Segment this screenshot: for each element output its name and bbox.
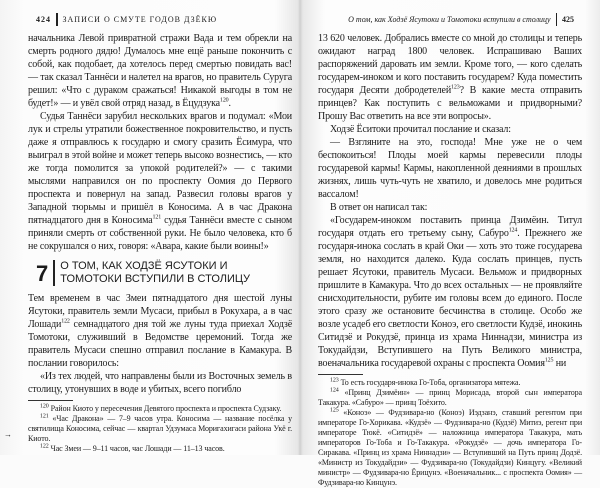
margin-arrow-icon: → xyxy=(4,430,12,439)
paragraph xyxy=(318,214,582,370)
paragraph: — Взгляните на это, господа! Мне уже не о чем беспокоиться! Плоды моей кармы перевесили плоды государевой кармы! Кармы, накопленной деяниями в прошлых жизнях, лишь чуть-чуть не хватило, и довелось мне родиться вассалом! xyxy=(318,137,582,200)
paragraph xyxy=(28,292,292,370)
footnote-mark: 123 xyxy=(330,377,339,384)
footnote xyxy=(318,378,582,388)
footnote-ref: 121 xyxy=(152,214,162,221)
paragraph: Ходзё Ёситоки прочитал послание и сказал: xyxy=(330,124,511,135)
text: ни xyxy=(553,358,567,369)
footnote-mark: 124 xyxy=(330,387,339,394)
header-divider xyxy=(556,13,558,26)
footnote xyxy=(28,404,292,414)
footnote-ref: 120 xyxy=(219,97,229,104)
chapter-title: О ТОМ, КАК ХОДЗЁ ЯСУТОКИ И ТОМОТОКИ ВСТУПИЛИ В СТОЛИЦУ xyxy=(60,260,251,285)
left-page xyxy=(28,12,292,453)
text: 13 620 человек. Добрались вместе со мной до столицы и теперь ожидают наград 1800 человек. Испрашиваю Ваших распоряжений даровать им земли. Кроме того, — кого сделать государем-иноком и кого поставить государем? Куда поместить государя Десяти добродетелей xyxy=(318,33,582,96)
footnote-text: То есть государя-инока Го-Тоба, организатора мятежа. xyxy=(340,378,521,387)
body-text xyxy=(318,32,582,370)
footnote-text: «Принц Дзимёин» — принц Морисада, второй сын императора Такакура. «Сабуро» — принц Тоёхито. xyxy=(318,388,582,407)
footnote-mark: 120 xyxy=(40,403,49,410)
body-text-top xyxy=(28,32,292,253)
footnote-mark: 121 xyxy=(40,413,49,420)
chapter-number: 7 xyxy=(36,261,49,286)
paragraph xyxy=(318,32,582,123)
page-number: 424 xyxy=(36,14,51,24)
running-header xyxy=(318,12,582,26)
text: судья Таннёси вместе с сыном приняли смерть от собственной руки. Не было человека, кто б не сокрушался о них, говоря: «Авара, какие были воины!» xyxy=(28,215,293,252)
footnote xyxy=(28,444,292,454)
footnote xyxy=(318,388,582,408)
footnote xyxy=(28,414,292,444)
running-header xyxy=(28,12,292,26)
page-number: 425 xyxy=(562,14,574,24)
footnote-ref: 123 xyxy=(451,84,460,91)
text: Тем временем в час Змеи пятнадцатого дня шестой луны Ясутоки, правитель земли Мусаси, прибыл в Рокухара, а в час Лошади xyxy=(28,293,292,330)
footnotes xyxy=(318,378,582,488)
text: ? В какие места отправить принцев? Как поступить с вельможами и придворными? Прошу Вас ответить на все эти вопросы». xyxy=(318,85,582,122)
footnote-ref: 125 xyxy=(544,357,554,364)
footnotes-area xyxy=(318,370,582,488)
paragraph: «Из тех людей, что направлены были из Восточных земель в столицу, утонувших в воде и убитых, всего погибло xyxy=(28,371,292,395)
footnote-mark: 122 xyxy=(40,443,49,450)
footnote-rule xyxy=(318,374,363,375)
chapter-divider xyxy=(53,260,55,286)
running-head-title: ЗАПИСИ О СМУТЕ ГОДОВ ДЗЁКЮ xyxy=(62,14,218,24)
text: . Прежнего же государя-инока сослать в край Оки — хоть это тоже государева земля, но находится далеко. Куда сослать принцев, пусть решает Ясутоки, правитель Мусаси. Вельмож и придворных пришлите в Камакура. Что до всех остальных — не проявляйте снисходительности, рубите им головы всем до единого. После этого сразу же остановите бесчинства в столице. Особо же возле усадеб его светлости Коноэ, его светлости Кудзё, инокинь Ситидзё и Рокудзё, принца из храма Ниннадзи, министра из Токудайдзи, Вступившего на Путь Великого министра, военачальника государевой охраны с проспекта Оомия xyxy=(318,228,582,369)
footnote xyxy=(318,408,582,488)
footnote-ref: 124 xyxy=(508,227,518,234)
chapter-heading xyxy=(36,260,292,286)
footnote-rule xyxy=(28,400,73,401)
footnotes-area xyxy=(28,396,292,454)
footnote-ref: 122 xyxy=(61,318,70,325)
text: семнадцатого дня той же луны туда приехал Ходзё Томотоки, служивший в Ведомстве церемоний. Тогда же правитель Мусаси спешно отправил послание в Камакура. В послании говорилось: xyxy=(28,319,292,369)
header-divider xyxy=(56,13,58,26)
text: начальника Левой привратной стражи Вада и тем обрекли на смерть родного дядю! Думалось мне ещё раньше покончить с собой, как подобает, да хотелось перед смертью повидать вас! — так сказал Таннёси и налетел на врагов, но правитель Суруга решил: «Что с дураком сражаться! Никакой выгоды в том не будет!» — и увёл свой отряд назад, в Ёцудзука xyxy=(28,33,292,109)
paragraph: начальника Левой привратной стражи Вада и тем обрекли на смерть родного дядю! Думалось мне ещё раньше покончить с собой, как подобает, да хотелось перед смертью повидать вас! — так сказал Таннёси и налетел на врагов, но правитель Суруга решил: «Что с дураком сражаться! Никакой выгоды в том не будет!» — и увёл свой отряд назад, в Ёцудзука$^{120}$. xyxy=(28,33,292,109)
footnote-text: «Коноэ» — Фудзивара-но (Коноэ) Иэдзанэ, ставший регентом при императоре Го-Хорикава. «Кудзё» — Фудзивара-но (Кудзё) Митиэ, регент при императоре Тюкё. «Ситидзё» — наложница императора Такакура, мать императоров Го-Тоба и Го-Такакура. «Рокудзё» — дочь императора Го-Сиракава. «Принц из храма Ниннадзи» — Вступивший на Путь принц Додзё. «Министр из Токудайдзи» — Фудзивара-но (Токудайдзи) Кинцугу. «Великий министр» — Фудзивара-но Ёрицунэ. «Военачальник... с проспекта Оомия» — Фудзивара-но Кинцунэ. xyxy=(318,408,582,487)
paragraph xyxy=(28,110,292,253)
footnote-text: «Час Дракона» — 7–9 часов утра. Коносима — название посёлка у святилища Коносима, сейчас — квартал Удзумаса Моригахигаси района Укё г. Киото. xyxy=(28,414,292,443)
text: Судья Таннёси зарубил нескольких врагов и подумал: «Мои лук и стрелы утратили божественное покровительство, и пусть даже я отправлюсь к государю и смогу сразить Ёсимура, что выиграл в этой войне и может теперь высоко вознестись, — кто же тогда помолится за упокой родителей?» — с такими мыслями направился он по проспекту Оомия до Первого проспекта и повернул на запад. Развесил головы врагов у Западной тюрьмы и пришёл в Коносима. А в час Дракона пятнадцатого дня в Коносима xyxy=(28,111,292,226)
footnote-text: Район Киото у пересечения Девятого проспекта и проспекта Судзаку. xyxy=(50,404,282,413)
right-page xyxy=(318,12,582,487)
body-text-bottom xyxy=(28,292,292,396)
footnote-text: Час Змеи — 9–11 часов, час Лошади — 11–13 часов. xyxy=(50,444,225,453)
text: «Государем-иноком поставить принца Дзимёин. Титул государя отдать его третьему сыну, Сабуро xyxy=(318,215,582,239)
footnotes xyxy=(28,404,292,454)
paragraph: В ответ он написал так: xyxy=(330,202,428,213)
footnote-mark: 125 xyxy=(330,407,339,414)
running-head-title: О том, как Ходзё Ясутоки и Томотоки вступили в столицу xyxy=(348,14,551,24)
